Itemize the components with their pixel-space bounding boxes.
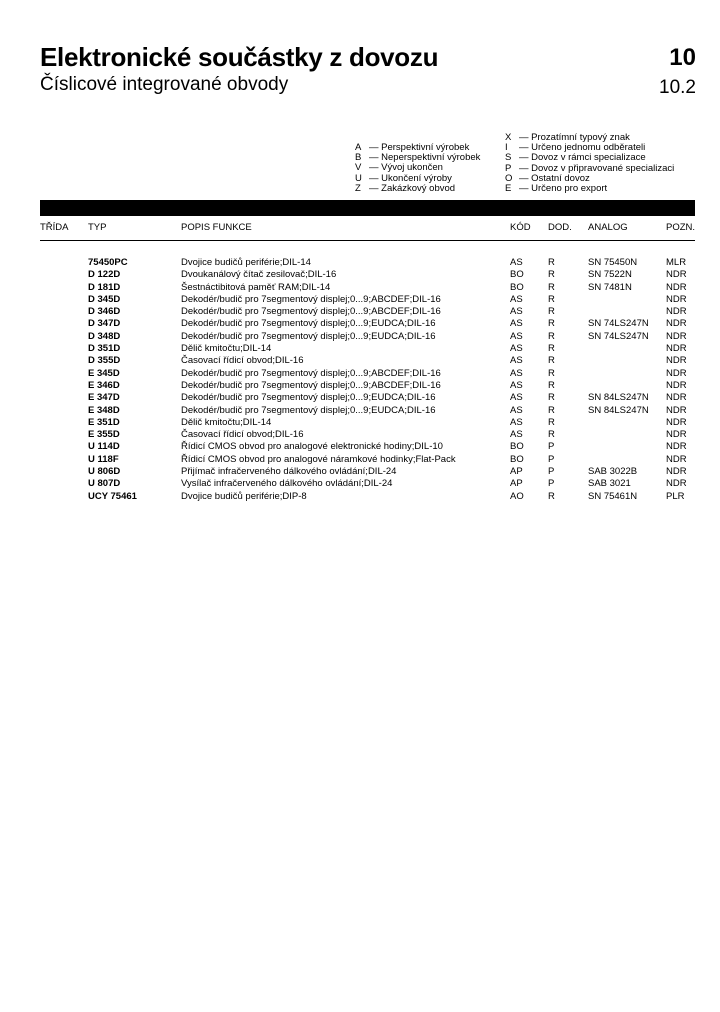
code-cell: AS	[510, 293, 523, 305]
typ-cell: E 348D	[88, 404, 120, 416]
analog-cell: SN 7481N	[588, 281, 632, 293]
delivery-cell: R	[548, 490, 555, 502]
delivery-cell: R	[548, 429, 555, 441]
analog-cell: SN 75450N	[588, 257, 638, 268]
note-cell: NDR	[666, 453, 687, 465]
code-cell: AS	[510, 429, 523, 441]
note-cell: NDR	[666, 343, 687, 355]
typ-cell: D 345D	[88, 293, 121, 305]
description-cell: Dělič kmitočtu;DIL-14	[181, 416, 272, 428]
page-title: Elektronické součástky z dovozu	[40, 42, 439, 72]
typ-cell: E 345D	[88, 367, 120, 379]
delivery-cell: P	[548, 478, 555, 490]
note-cell: NDR	[666, 441, 687, 453]
table-row	[0, 355, 720, 367]
typ-cell: UCY 75461	[88, 490, 137, 502]
description-cell: Šestnáctibitová paměť RAM;DIL-14	[181, 281, 331, 293]
table-row	[0, 417, 720, 429]
table-body	[0, 257, 720, 503]
legend-left	[355, 143, 480, 194]
table-row	[0, 343, 720, 355]
typ-cell: D 347D	[88, 318, 121, 330]
legend-item: I — Určeno jednomu odběrateli	[505, 142, 646, 154]
code-cell: AS	[510, 392, 523, 404]
note-cell: NDR	[666, 355, 687, 367]
description-cell: Dekodér/budič pro 7segmentový displej;0...9;EUDCA;DIL-16	[181, 404, 436, 416]
note-cell: PLR	[666, 490, 685, 502]
analog-cell: SAB 3021	[588, 478, 631, 490]
delivery-cell: P	[548, 453, 555, 465]
typ-cell: D 122D	[88, 269, 121, 281]
code-cell: AS	[510, 404, 523, 416]
note-cell: MLR	[666, 257, 687, 268]
typ-cell: D 351D	[88, 343, 121, 355]
note-cell: NDR	[666, 318, 687, 330]
description-cell: Dělič kmitočtu;DIL-14	[181, 343, 272, 355]
table-row	[0, 441, 720, 453]
legend-item: A — Perspektivní výrobek	[355, 142, 470, 153]
delivery-cell: R	[548, 416, 555, 428]
code-cell: AS	[510, 379, 523, 391]
typ-cell: U 118F	[88, 453, 119, 465]
note-cell: NDR	[666, 379, 687, 391]
note-cell: NDR	[666, 330, 687, 342]
table-row	[0, 380, 720, 392]
legend-item: E — Určeno pro export	[505, 183, 608, 195]
description-cell: Časovací řídicí obvod;DIL-16	[181, 355, 304, 367]
delivery-cell: P	[548, 466, 555, 478]
typ-cell: D 355D	[88, 355, 121, 367]
section-number: 10	[669, 44, 696, 71]
analog-cell: SN 84LS247N	[588, 404, 649, 416]
code-cell: AS	[510, 416, 523, 428]
table-row	[0, 491, 720, 503]
description-cell: Dekodér/budič pro 7segmentový displej;0...9;ABCDEF;DIL-16	[181, 293, 441, 305]
table-row	[0, 294, 720, 306]
delivery-cell: R	[548, 379, 555, 391]
description-cell: Vysílač infračerveného dálkového ovládání;DIL-24	[181, 478, 393, 490]
description-cell: Dvojice budičů periférie;DIL-14	[181, 257, 311, 268]
description-cell: Dekodér/budič pro 7segmentový displej;0...9;EUDCA;DIL-16	[181, 318, 436, 330]
column-header-typ: TYP	[88, 222, 107, 233]
delivery-cell: R	[548, 343, 555, 355]
subsection-number: 10.2	[659, 77, 696, 98]
table-row	[0, 392, 720, 404]
code-cell: BO	[510, 453, 524, 465]
description-cell: Dvoukanálový čítač zesilovač;DIL-16	[181, 269, 337, 281]
table-row	[0, 306, 720, 318]
note-cell: NDR	[666, 293, 687, 305]
code-cell: AS	[510, 306, 523, 318]
note-cell: NDR	[666, 367, 687, 379]
description-cell: Časovací řídicí obvod;DIL-16	[181, 429, 304, 441]
note-cell: NDR	[666, 281, 687, 293]
typ-cell: U 114D	[88, 441, 120, 453]
delivery-cell: R	[548, 355, 555, 367]
column-header-pozn: POZN.	[666, 222, 696, 233]
analog-cell: SN 74LS247N	[588, 330, 649, 342]
header-bar	[40, 200, 695, 216]
legend-item: B — Neperspektivní výrobek	[355, 152, 481, 164]
typ-cell: D 181D	[88, 281, 121, 293]
legend-item: X — Prozatímní typový znak	[505, 132, 630, 143]
note-cell: NDR	[666, 416, 687, 428]
table-row	[0, 269, 720, 281]
code-cell: AS	[510, 343, 523, 355]
delivery-cell: R	[548, 281, 555, 293]
typ-cell: U 807D	[88, 478, 121, 490]
table-row	[0, 405, 720, 417]
delivery-cell: R	[548, 392, 555, 404]
typ-cell: U 806D	[88, 466, 121, 478]
code-cell: AP	[510, 466, 523, 478]
legend-item: P — Dovoz v připravované specializaci	[505, 162, 675, 174]
description-cell: Dekodér/budič pro 7segmentový displej;0...9;EUDCA;DIL-16	[181, 392, 436, 404]
delivery-cell: R	[548, 404, 555, 416]
table-row	[0, 257, 720, 269]
legend-item: V — Vývoj ukončen	[355, 162, 443, 174]
code-cell: AO	[510, 490, 524, 502]
legend-right	[505, 133, 674, 194]
code-cell: AS	[510, 318, 523, 330]
code-cell: BO	[510, 441, 524, 453]
delivery-cell: R	[548, 318, 555, 330]
typ-cell: E 346D	[88, 379, 120, 391]
description-cell: Řídicí CMOS obvod pro analogové náramkové hodinky;Flat-Pack	[181, 453, 456, 465]
note-cell: NDR	[666, 466, 687, 478]
delivery-cell: R	[548, 306, 555, 318]
code-cell: AS	[510, 367, 523, 379]
description-cell: Dekodér/budič pro 7segmentový displej;0...9;EUDCA;DIL-16	[181, 330, 436, 342]
delivery-cell: R	[548, 269, 555, 281]
table-row	[0, 478, 720, 490]
table-row	[0, 331, 720, 343]
table-row	[0, 466, 720, 478]
note-cell: NDR	[666, 404, 687, 416]
delivery-cell: R	[548, 367, 555, 379]
header-divider	[40, 240, 695, 241]
typ-cell: D 346D	[88, 306, 121, 318]
table-row	[0, 282, 720, 294]
typ-cell: 75450PC	[88, 257, 128, 268]
note-cell: NDR	[666, 429, 687, 441]
code-cell: AS	[510, 257, 523, 268]
typ-cell: E 351D	[88, 416, 120, 428]
delivery-cell: R	[548, 293, 555, 305]
column-header-dod: DOD.	[548, 222, 572, 233]
note-cell: NDR	[666, 306, 687, 318]
description-cell: Dekodér/budič pro 7segmentový displej;0...9;ABCDEF;DIL-16	[181, 306, 441, 318]
code-cell: BO	[510, 269, 524, 281]
note-cell: NDR	[666, 269, 687, 281]
table-row	[0, 429, 720, 441]
delivery-cell: R	[548, 330, 555, 342]
table-row	[0, 454, 720, 466]
description-cell: Dekodér/budič pro 7segmentový displej;0...9;ABCDEF;DIL-16	[181, 367, 441, 379]
table-row	[0, 318, 720, 330]
table-row	[0, 368, 720, 380]
delivery-cell: P	[548, 441, 555, 453]
legend-item: Z — Zakázkový obvod	[355, 182, 456, 194]
analog-cell: SAB 3022B	[588, 466, 638, 478]
legend-item: S — Dovoz v rámci specializace	[505, 152, 646, 164]
legend-item: O — Ostatní dovoz	[505, 172, 590, 184]
delivery-cell: R	[548, 257, 555, 268]
typ-cell: E 355D	[88, 429, 120, 441]
column-header-analog: ANALOG	[588, 222, 628, 233]
description-cell: Dekodér/budič pro 7segmentový displej;0...9;ABCDEF;DIL-16	[181, 379, 441, 391]
typ-cell: E 347D	[88, 392, 120, 404]
column-header-popis: POPIS FUNKCE	[181, 222, 252, 233]
code-cell: AS	[510, 330, 523, 342]
description-cell: Řídicí CMOS obvod pro analogové elektronické hodiny;DIL-10	[181, 441, 443, 453]
note-cell: NDR	[666, 392, 687, 404]
code-cell: AP	[510, 478, 523, 490]
page-subtitle: Číslicové integrované obvody	[40, 74, 289, 95]
column-header-kod: KÓD	[510, 222, 531, 233]
analog-cell: SN 74LS247N	[588, 318, 649, 330]
legend-item: U — Ukončení výroby	[355, 172, 452, 184]
column-header-trida: TŘÍDA	[40, 222, 69, 233]
analog-cell: SN 7522N	[588, 269, 632, 281]
description-cell: Dvojice budičů periférie;DIP-8	[181, 490, 307, 502]
code-cell: BO	[510, 281, 524, 293]
note-cell: NDR	[666, 478, 687, 490]
description-cell: Přijímač infračerveného dálkového ovládání;DIL-24	[181, 466, 397, 478]
typ-cell: D 348D	[88, 330, 121, 342]
analog-cell: SN 84LS247N	[588, 392, 649, 404]
analog-cell: SN 75461N	[588, 490, 638, 502]
code-cell: AS	[510, 355, 523, 367]
